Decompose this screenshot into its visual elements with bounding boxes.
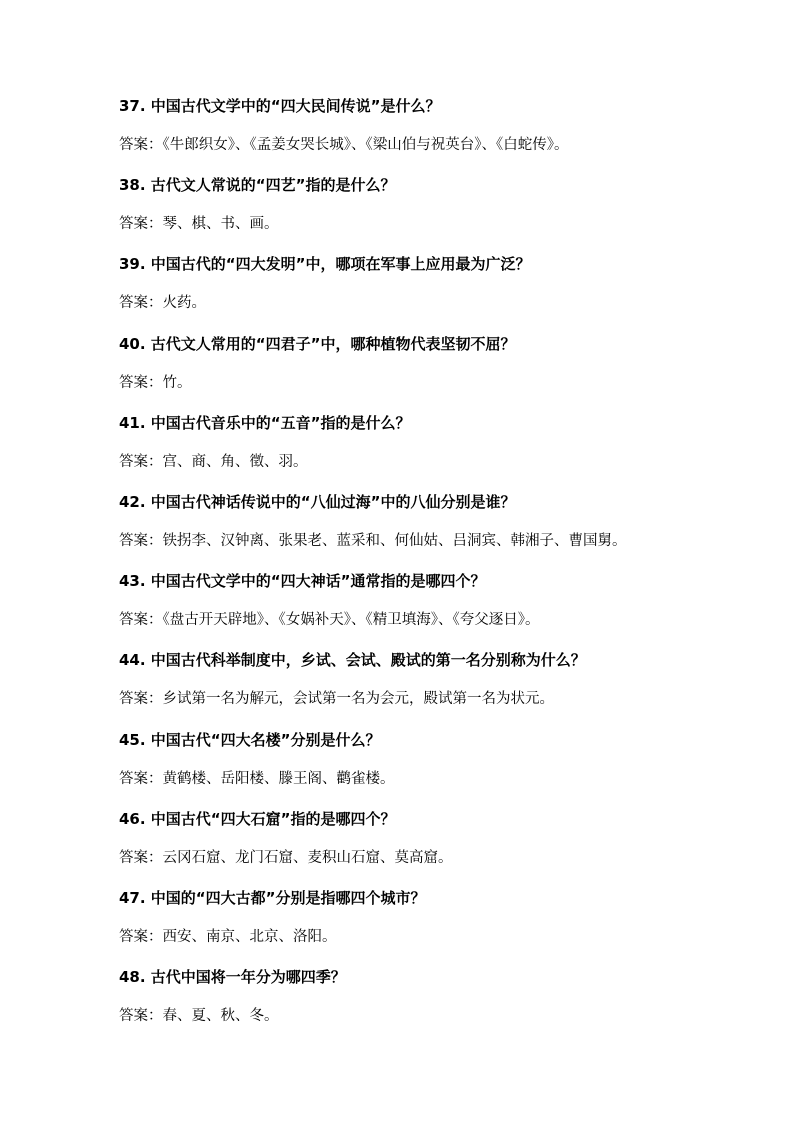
qa-pair: [119, 727, 759, 806]
qa-pair: [119, 647, 759, 726]
answer-44: 答案：乡试第一名为解元，会试第一名为会元，殿试第一名为状元。: [119, 691, 554, 708]
question-46: 46. 中国古代“四大石窟”指的是哪四个？: [119, 809, 396, 828]
qa-pair: [119, 251, 759, 330]
qa-block: [119, 93, 759, 251]
qa-pair: [119, 806, 759, 885]
question-45: 45. 中国古代“四大名楼”分别是什么？: [119, 730, 381, 749]
question-43: 43. 中国古代文学中的“四大神话”通常指的是哪四个？: [119, 572, 486, 591]
answer-42: 答案：铁拐李、汉钟离、张果老、蓝采和、何仙姑、吕洞宾、韩湘子、曹国舅。: [119, 532, 627, 549]
qa-pair: [119, 964, 759, 1043]
qa-block: [119, 251, 759, 409]
qa-pair: [119, 568, 759, 647]
qa-pair: [119, 93, 759, 172]
qa-block: [119, 410, 759, 568]
qa-block: [119, 568, 759, 726]
qa-pair: [119, 489, 759, 568]
answer-38: 答案：琴、棋、书、画。: [119, 216, 279, 233]
question-47: 47. 中国的“四大古都”分别是指哪四个城市？: [119, 888, 426, 907]
answer-48: 答案：春、夏、秋、冬。: [119, 1008, 279, 1025]
qa-pair: [119, 331, 759, 410]
question-44: 44. 中国古代科举制度中，乡试、会试、殿试的第一名分别称为什么？: [119, 651, 586, 670]
answer-41: 答案：宫、商、角、徵、羽。: [119, 453, 308, 470]
answer-45: 答案：黄鹤楼、岳阳楼、滕王阁、鹳雀楼。: [119, 770, 395, 787]
qa-block: [119, 727, 759, 885]
answer-47: 答案：西安、南京、北京、洛阳。: [119, 928, 337, 945]
qa-list: [119, 93, 759, 1043]
answer-46: 答案：云冈石窟、龙门石窟、麦积山石窟、莫高窟。: [119, 849, 453, 866]
qa-block: [119, 885, 759, 1043]
question-40: 40. 古代文人常用的“四君子”中，哪种植物代表坚韧不屈？: [119, 334, 516, 353]
question-37: 37. 中国古代文学中的“四大民间传说”是什么？: [119, 97, 441, 115]
qa-pair: [119, 410, 759, 489]
question-48: 48. 古代中国将一年分为哪四季？: [119, 968, 346, 987]
answer-37: 答案：《牛郎织女》、《孟姜女哭长城》、《梁山伯与祝英台》、《白蛇传》。: [119, 137, 569, 153]
answer-40: 答案：竹。: [119, 374, 192, 391]
answer-43: 答案：《盘古开天辟地》、《女娲补天》、《精卫填海》、《夸父逐日》。: [119, 612, 540, 629]
question-41: 41. 中国古代音乐中的“五音”指的是什么？: [119, 413, 411, 432]
question-38: 38. 古代文人常说的“四艺”指的是什么？: [119, 176, 396, 195]
answer-39: 答案：火药。: [119, 295, 206, 312]
qa-pair: [119, 885, 759, 964]
question-42: 42. 中国古代神话传说中的“八仙过海”中的八仙分别是谁？: [119, 492, 516, 511]
qa-pair: [119, 172, 759, 251]
question-39: 39. 中国古代的“四大发明”中，哪项在军事上应用最为广泛？: [119, 255, 531, 274]
